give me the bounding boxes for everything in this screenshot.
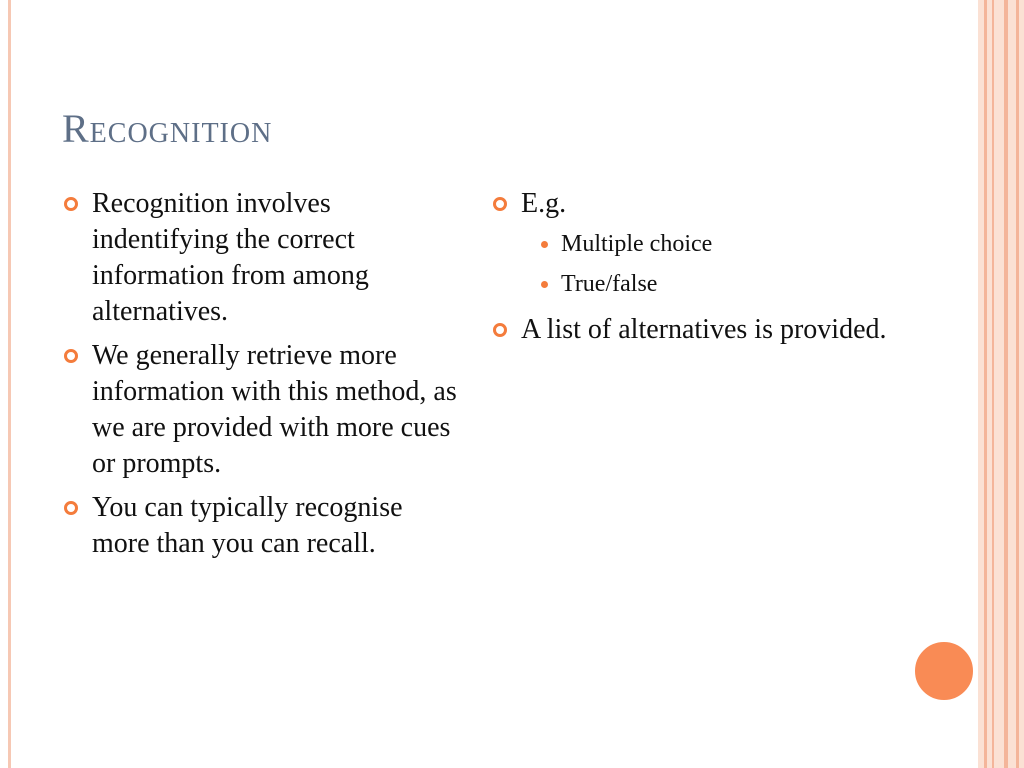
list-item	[491, 186, 911, 304]
right-column	[491, 186, 911, 356]
bullet-ring-icon	[493, 323, 507, 337]
right-bullet-list	[491, 186, 911, 348]
right-frame-line	[1004, 0, 1008, 768]
sub-bullet-list	[521, 224, 911, 304]
bullet-ring-icon	[64, 501, 78, 515]
sub-list-item	[521, 264, 911, 304]
sub-bullet-text: True/false	[561, 271, 658, 297]
bullet-dot-icon	[541, 241, 548, 248]
bullet-text: We generally retrieve more information with this method, as we are provided with more cues or prompts.	[92, 340, 457, 479]
bullet-text: Recognition involves indentifying the correct information from among alternatives.	[92, 188, 369, 327]
bullet-ring-icon	[493, 197, 507, 211]
list-item	[62, 338, 462, 482]
bullet-text: A list of alternatives is provided.	[521, 314, 887, 345]
left-column	[62, 186, 462, 570]
bullet-text: You can typically recognise more than you can recall.	[92, 492, 403, 559]
bullet-text: E.g.	[521, 188, 567, 219]
accent-circle	[913, 640, 975, 702]
sub-bullet-text: Multiple choice	[561, 231, 713, 257]
list-item	[491, 312, 911, 348]
list-item	[62, 490, 462, 562]
right-frame-line	[1016, 0, 1019, 768]
list-item	[62, 186, 462, 330]
bullet-ring-icon	[64, 197, 78, 211]
right-frame-line	[992, 0, 994, 768]
left-frame-line	[8, 0, 11, 768]
bullet-ring-icon	[64, 349, 78, 363]
slide-title: Recognition	[62, 106, 273, 151]
right-frame-line	[984, 0, 987, 768]
bullet-dot-icon	[541, 281, 548, 288]
left-bullet-list	[62, 186, 462, 562]
sub-list-item	[521, 224, 911, 264]
